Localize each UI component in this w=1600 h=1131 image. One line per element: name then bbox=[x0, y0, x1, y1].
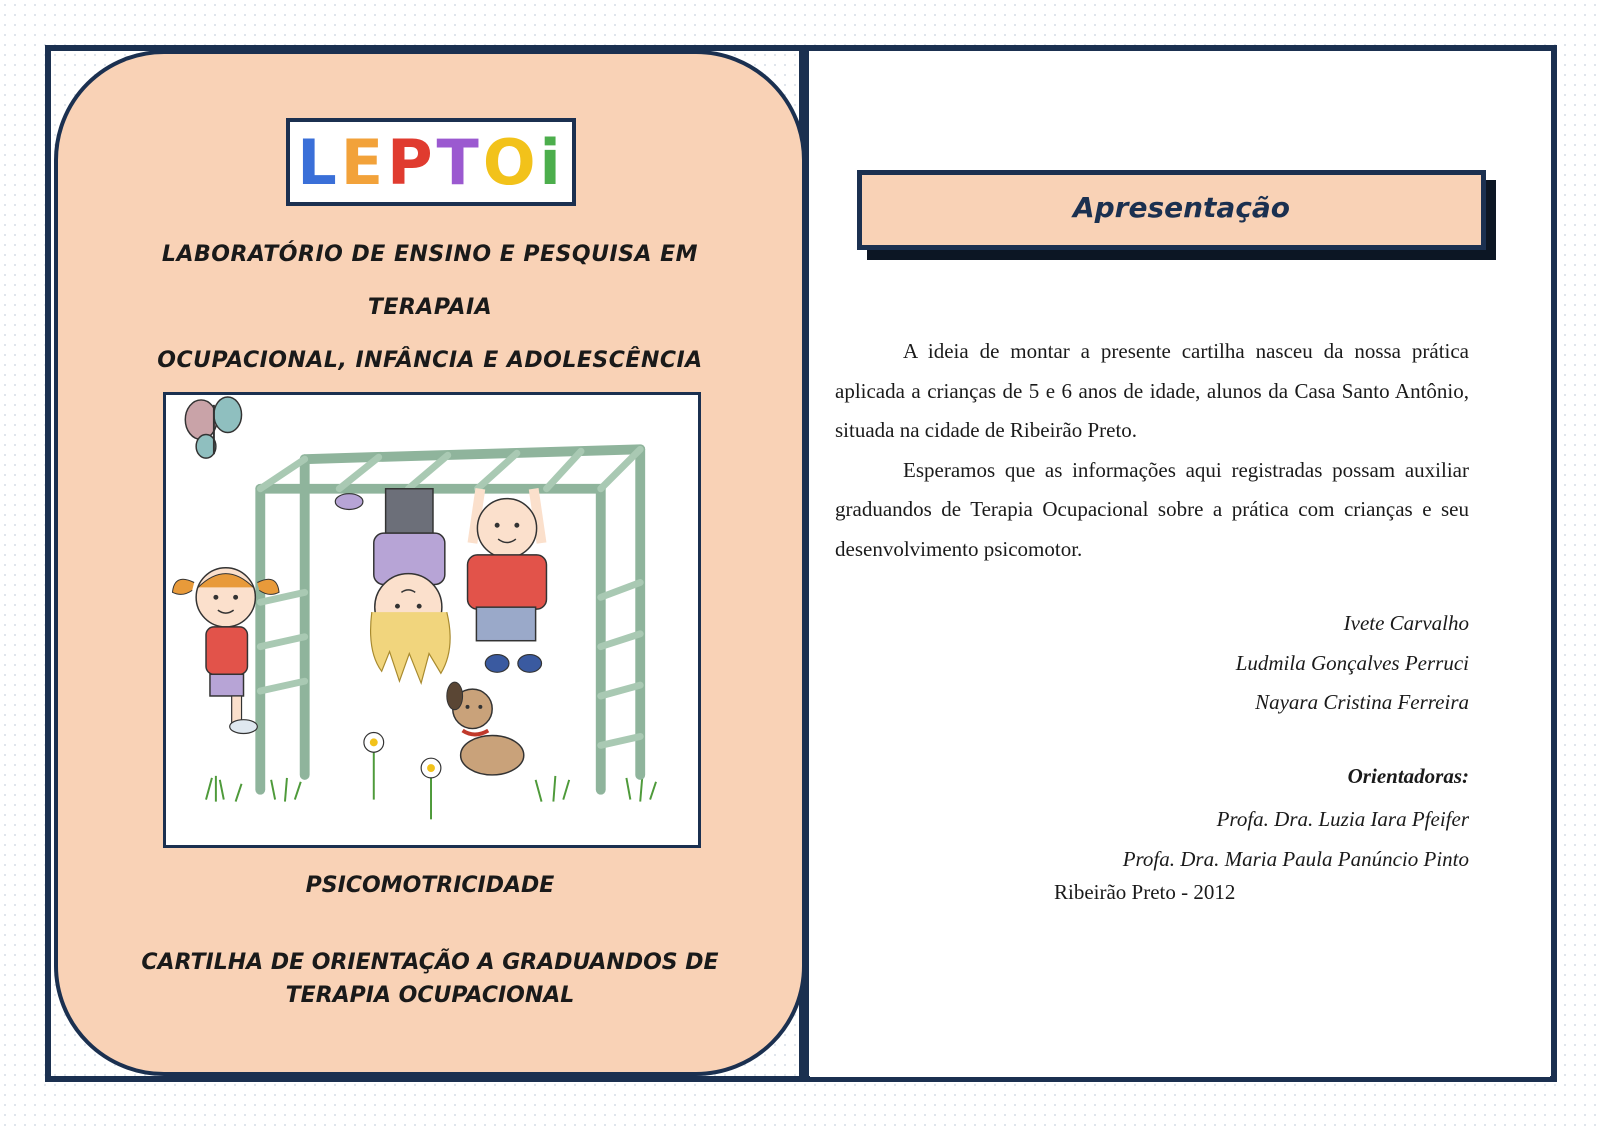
presentation-title: Apresentação bbox=[1072, 190, 1291, 224]
body-paragraph: Esperamos que as informações aqui registradas possam auxiliar graduandos de Terapia Ocupacional sobre a prática com crianças e seu desenvolvimento psicomotor. bbox=[835, 457, 1469, 561]
leptoi-logo bbox=[286, 118, 576, 206]
cover-subtitle-line: TERAPIA OCUPACIONAL bbox=[285, 983, 575, 1008]
children-playground-illustration bbox=[163, 392, 701, 848]
logo-letter: L bbox=[297, 125, 341, 199]
cover-subject: PSICOMOTRICIDADE bbox=[305, 873, 555, 898]
logo-letter: T bbox=[436, 125, 483, 199]
author-name: Nayara Cristina Ferreira bbox=[1255, 690, 1469, 714]
logo-letter: E bbox=[340, 125, 388, 199]
orientadoras-label: Orientadoras: bbox=[1347, 764, 1469, 788]
body-paragraph: A ideia de montar a presente cartilha nasceu da nossa prática aplicada a crianças de 5 e 6 anos de idade, alunos da Casa Santo Antônio, situada na cidade de Ribeirão Preto. bbox=[835, 339, 1469, 442]
author-name: Ivete Carvalho bbox=[1343, 611, 1469, 635]
advisor-name: Profa. Dra. Maria Paula Panúncio Pinto bbox=[1122, 846, 1469, 871]
cover-subtitle bbox=[130, 946, 730, 1012]
logo-letter: i bbox=[539, 125, 565, 199]
lab-title-line: LABORATÓRIO DE ENSINO E PESQUISA EM TERAPAIA bbox=[161, 242, 699, 320]
logo-letter: P bbox=[387, 125, 437, 199]
author-name: Ludmila Gonçalves Perruci bbox=[1235, 650, 1469, 675]
logo-letter: O bbox=[482, 125, 540, 199]
presentation-body bbox=[835, 332, 1469, 569]
presentation-title-box bbox=[857, 170, 1486, 250]
place-date: Ribeirão Preto - 2012 bbox=[1054, 880, 1236, 904]
authors-list bbox=[1000, 604, 1469, 723]
advisors-list bbox=[1000, 800, 1469, 879]
advisor-name: Profa. Dra. Luzia Iara Pfeifer bbox=[1216, 807, 1469, 831]
cover-subtitle-line: CARTILHA DE ORIENTAÇÃO A GRADUANDOS DE bbox=[141, 950, 719, 975]
lab-title-line: OCUPACIONAL, INFÂNCIA E ADOLESCÊNCIA bbox=[157, 348, 703, 373]
